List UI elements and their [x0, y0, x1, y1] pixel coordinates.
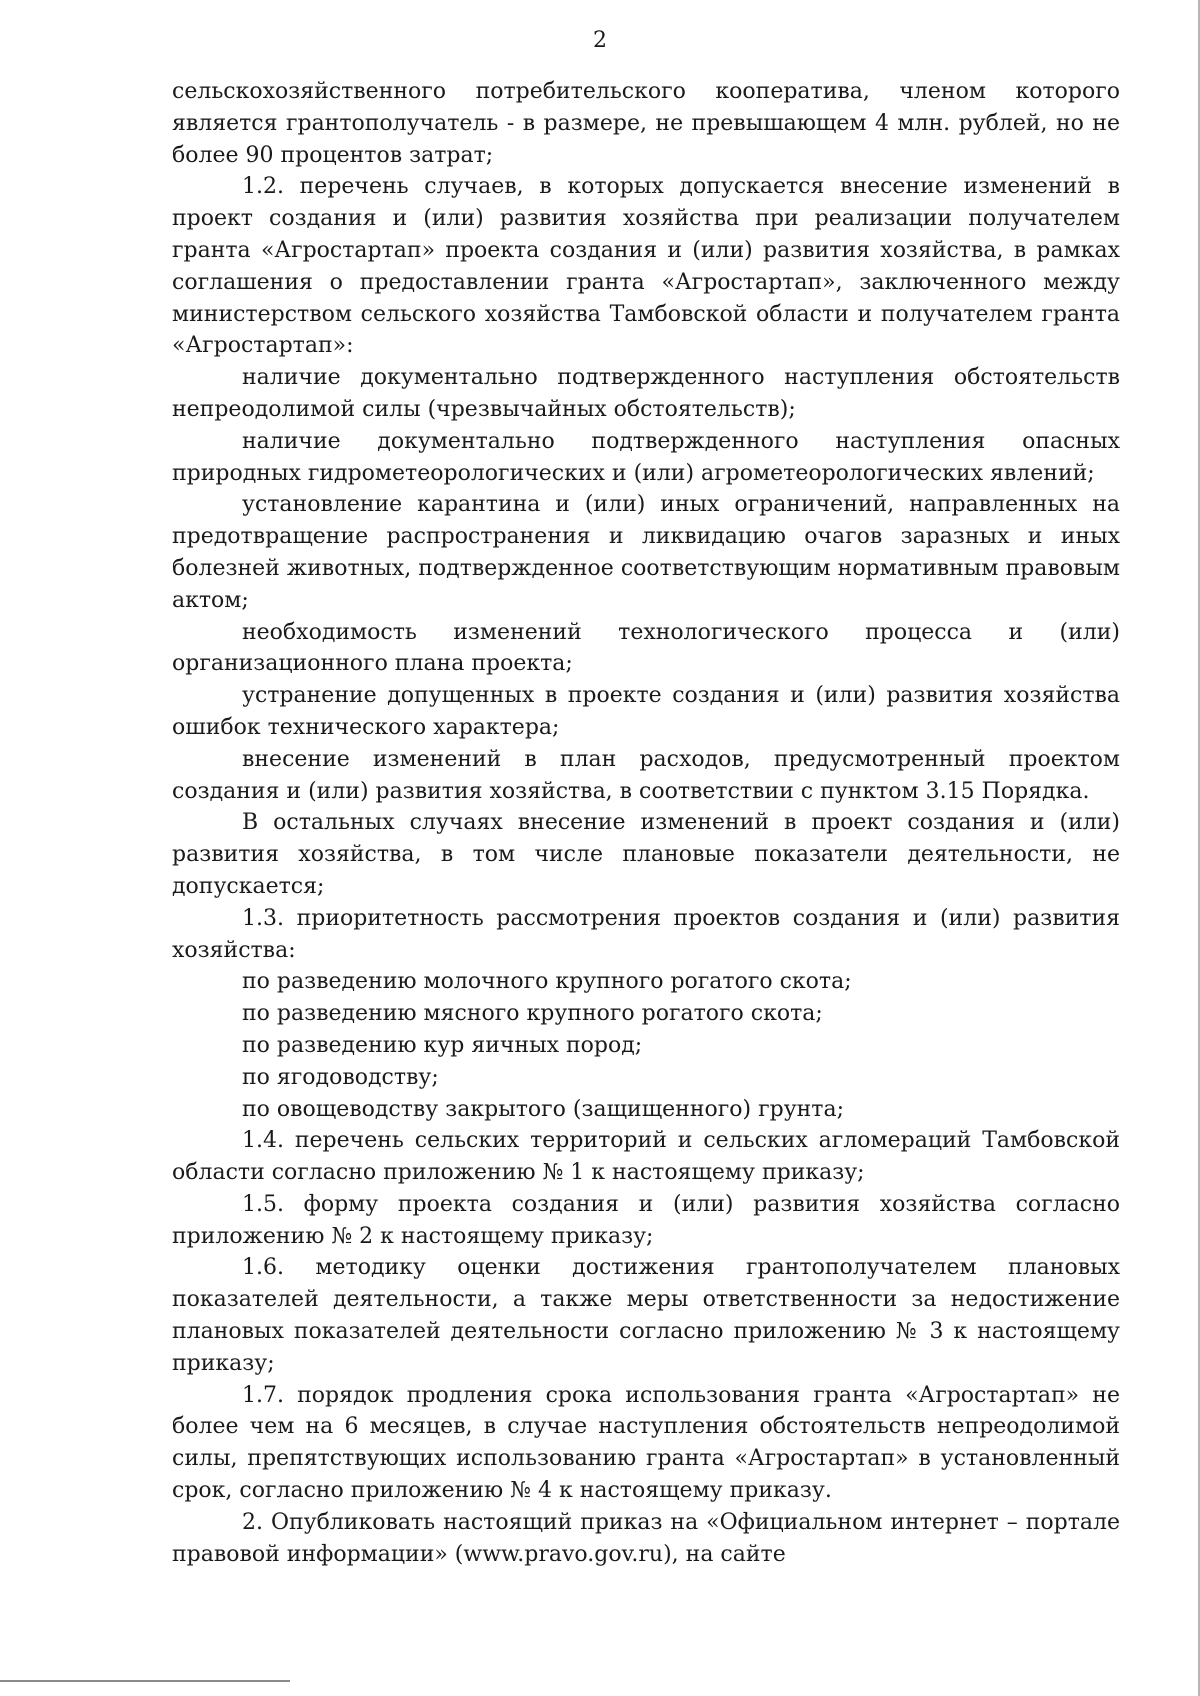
paragraph-13: по разведению кур яичных пород;	[242, 1032, 643, 1058]
paragraph-12: по разведению мясного крупного рогатого скота;	[242, 1001, 823, 1027]
paragraph-17: 1.5. форму проекта создания и (или) развития хозяйства согласно приложению № 2 к настоящему приказу;	[172, 1191, 1120, 1249]
paragraph-16: 1.4. перечень сельских территорий и сельских агломераций Тамбовской области согласно приложению № 1 к настоящему приказу;	[172, 1128, 1120, 1186]
paragraph-11: по разведению молочного крупного рогатого скота;	[242, 969, 852, 995]
paragraph-1: сельскохозяйственного потребительского кооператива, членом которого является грантополучатель - в размере, не превышающем 4 млн. рублей, но не более 90 процентов затрат;	[172, 79, 1120, 168]
paragraph-2: 1.2. перечень случаев, в которых допускается внесение изменений в проект создания и (или) развития хозяйства при реализации получателем гранта «Агростартап» проекта создания и (или) развития хозяйства, в рамках соглашения о предоставлении гранта «Агростартап», заключенного между министерством сельского хозяйства Тамбовской области и получателем гранта «Агростартап»:	[172, 174, 1120, 359]
paragraph-19: 1.7. порядок продления срока использования гранта «Агростартап» не более чем на 6 месяцев, в случае наступления обстоятельств непреодолимой силы, препятствующих использованию гранта «Агростартап» в установленный срок, согласно приложению № 4 к настоящему приказу.	[172, 1382, 1120, 1504]
paragraph-4: наличие документально подтвержденного наступления опасных природных гидрометеорологических и (или) агрометеорологических явлений;	[172, 428, 1120, 486]
paragraph-14: по ягодоводству;	[242, 1064, 439, 1090]
paragraph-10: 1.3. приоритетность рассмотрения проектов создания и (или) развития хозяйства:	[172, 905, 1120, 963]
document-body	[172, 76, 1120, 1570]
paragraph-15: по овощеводству закрытого (защищенного) грунта;	[242, 1096, 845, 1122]
paragraph-7: устранение допущенных в проекте создания и (или) развития хозяйства ошибок технического характера;	[172, 683, 1120, 740]
paragraph-6: необходимость изменений технологического процесса и (или) организационного плана проекта;	[172, 619, 1120, 677]
paragraph-5: установление карантина и (или) иных ограничений, направленных на предотвращение распространения и ликвидацию очагов заразных и иных болезней животных, подтвержденное соответствующим нормативным правовым актом;	[172, 492, 1120, 613]
paragraph-8: внесение изменений в план расходов, предусмотренный проектом создания и (или) развития хозяйства, в соответствии с пунктом 3.15 Порядка.	[172, 746, 1120, 804]
paragraph-9: В остальных случаях внесение изменений в проект создания и (или) развития хозяйства, в том числе плановые показатели деятельности, не допускается;	[172, 810, 1120, 899]
paragraph-20: 2. Опубликовать настоящий приказ на «Официальном интернет – портале правовой информации» (www.pravo.gov.ru), на сайте	[172, 1509, 1120, 1567]
page-number: 2	[593, 28, 607, 53]
paragraph-18: 1.6. методику оценки достижения грантополучателем плановых показателей деятельности, а также меры ответственности за недостижение плановых показателей деятельности согласно приложению № 3 к настоящему приказу;	[172, 1255, 1120, 1376]
paragraph-3: наличие документально подтвержденного наступления обстоятельств непреодолимой силы (чрезвычайных обстоятельств);	[172, 365, 1120, 422]
footer-rule	[0, 1680, 290, 1682]
